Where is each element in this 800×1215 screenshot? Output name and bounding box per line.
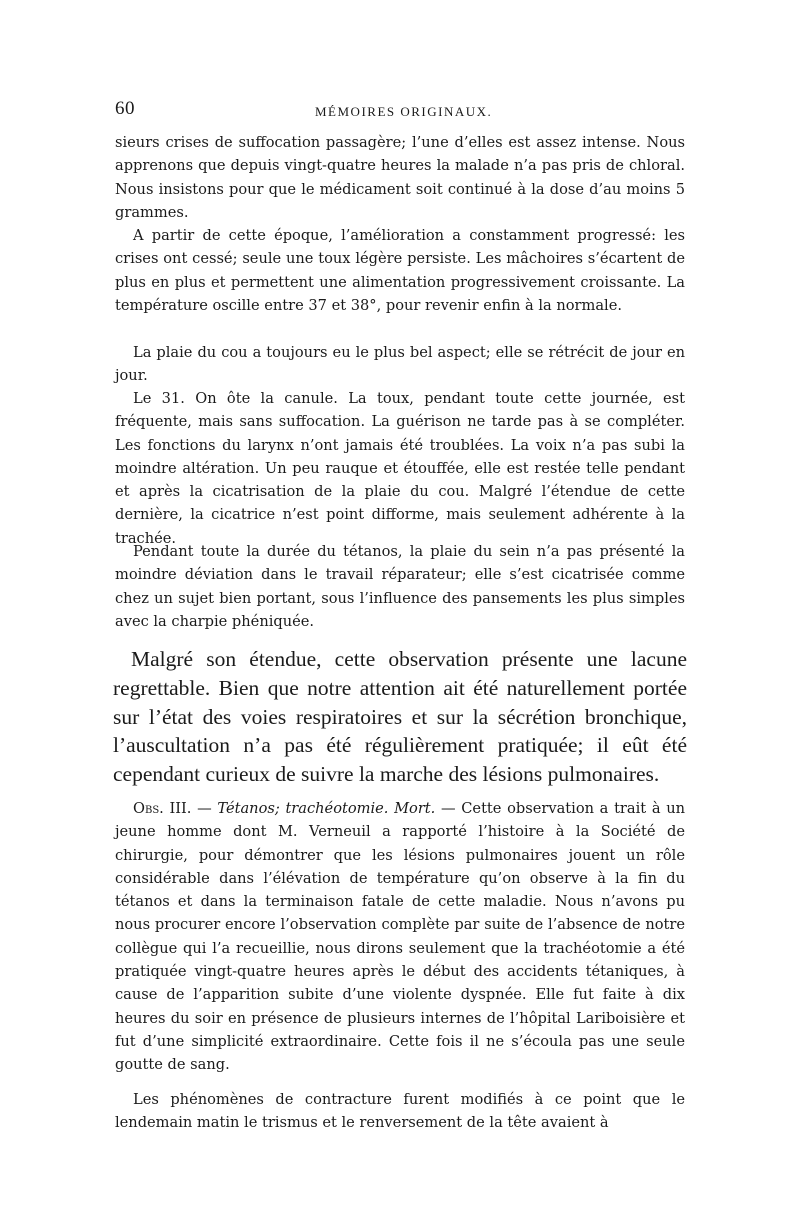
observation-paragraph bbox=[115, 797, 685, 1077]
running-title: MÉMOIRES ORIGINAUX. bbox=[315, 104, 493, 119]
page-number: 60 bbox=[115, 98, 135, 119]
observation-dash: — bbox=[191, 800, 218, 817]
paragraph-plaie-sein: Pendant toute la durée du tétanos, la plaie du sein n’a pas présenté la moindre déviation dans le travail réparateur; elle s’est cicatrisée comme chez un sujet bien portant, sous l’influence des pansements les plus simples avec la charpie phéniquée. bbox=[115, 543, 685, 630]
observation-label: Obs. III. bbox=[133, 800, 192, 817]
paragraph-amelioration: A partir de cette époque, l’amélioration a constamment progressé: les crises ont cessé; seule une toux légère persiste. Les mâchoires s’écartent de plus en plus et permettent une alimentation progressivement croissante. La température oscille entre 37 et 38°, pour revenir enfin à la normale. bbox=[115, 227, 685, 314]
paragraph-plaie-cou: La plaie du cou a toujours eu le plus bel aspect; elle se rétrécit de jour en jour. bbox=[115, 344, 685, 385]
page-header bbox=[115, 98, 685, 128]
observation-text: Cette observation a trait à un jeune homme dont M. Verneuil a rapporté l’histoire à la Société de chirurgie, pour démontrer que les lésions pulmonaires jouent un rôle considérable dans l’élévation de température qu’on observe à la fin du tétanos et dans la terminaison fatale de cette maladie. Nous n’avons pu nous procurer encore l’observation complète par suite de l’absence de notre collègue qui l’a recueillie, nous dirons seulement que la trachéotomie a été pratiquée vingt-quatre heures après le début des accidents tétaniques, à cause de l’apparition subite d’une violente dyspnée. Elle fut faite à dix heures du soir en présence de plusieurs internes de l’hôpital Lariboisière et fut d’une simplicité extraordinaire. Cette fois il ne s’écoula pas une seule goutte de sang. bbox=[115, 800, 685, 1074]
commentary-paragraph: Malgré son étendue, cette observation présente une lacune regrettable. Bien que notre attention ait été naturellement portée sur l’état des voies respiratoires et sur la sécrétion bronchique, l’auscultation n’a pas été régulièrement pratiquée; il eût été cependant curieux de suivre la marche des lésions pulmonaires. bbox=[113, 647, 687, 787]
paragraph-le-31: Le 31. On ôte la canule. La toux, pendant toute cette journée, est fréquente, mais sans suffocation. La guérison ne tarde pas à se compléter. Les fonctions du larynx n’ont jamais été troublées. La voix n’a pas subi la moindre altération. Un peu rauque et étouffée, elle est restée telle pendant et après la cicatrisation de la plaie du cou. Malgré l’étendue de cette dernière, la cicatrice n’est point difforme, mais seulement adhérente à la trachée. bbox=[115, 390, 685, 547]
observation-dash: — bbox=[435, 800, 462, 817]
observation-title: Tétanos; trachéotomie. Mort. bbox=[217, 800, 436, 817]
paragraph-crises: sieurs crises de suffocation passagère; l’une d’elles est assez intense. Nous apprenons que depuis vingt-quatre heures la malade n’a pas pris de chloral. Nous insistons pour que le médicament soit continué à la dose d’au moins 5 grammes. bbox=[115, 134, 685, 221]
paragraph-phenomenes: Les phénomènes de contracture furent modifiés à ce point que le lendemain matin le trismus et le renversement de la tête avaient à bbox=[115, 1091, 685, 1132]
